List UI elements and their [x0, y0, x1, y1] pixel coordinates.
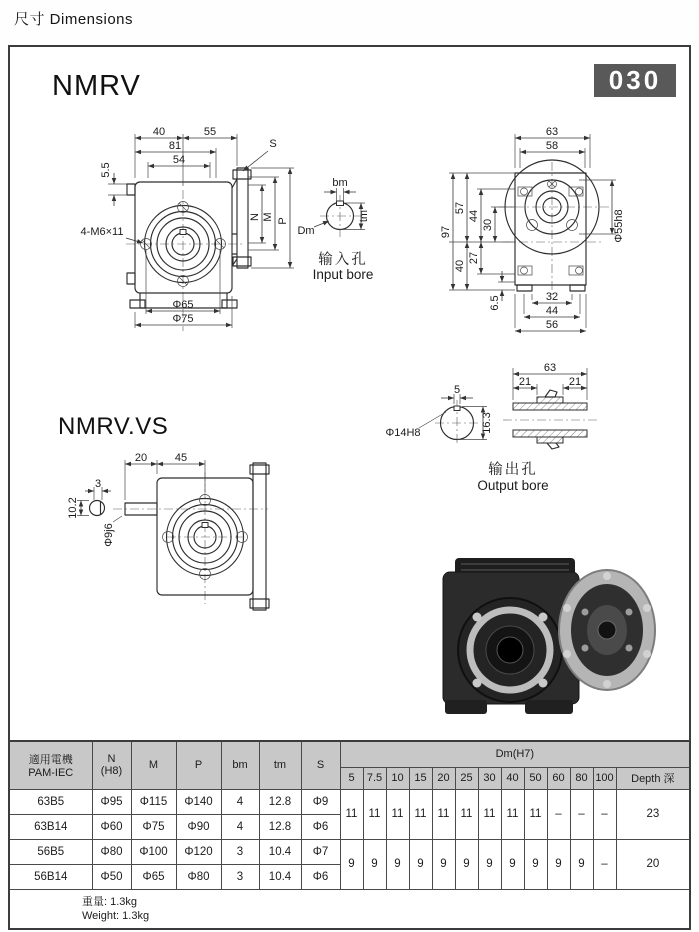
drawing-output-bore-detail [385, 360, 650, 510]
cell-m: Φ75 [131, 814, 176, 839]
dim-44: 44 [468, 209, 480, 223]
cell-dm: 11 [409, 789, 432, 839]
dim-63: 63 [545, 126, 559, 138]
dim-5: 5 [453, 384, 461, 396]
dimension-labels [385, 362, 581, 493]
cell-dm: – [570, 789, 593, 839]
dim-phi75: Φ75 [172, 313, 194, 325]
dim-40: 40 [152, 126, 166, 138]
output-face [458, 598, 562, 702]
dimension-lines [453, 138, 612, 331]
cell-tm: 12.8 [259, 814, 301, 839]
dim-n: N [249, 213, 261, 221]
table-row-63b5 [9, 789, 690, 814]
cell-p: Φ80 [176, 864, 221, 889]
input-flange [559, 570, 655, 690]
drawing-nmrv-front-view [30, 126, 300, 356]
extension-lines [108, 134, 294, 328]
dim-10p2: 10.2 [67, 497, 79, 519]
cell-dm: 11 [478, 789, 501, 839]
gearbox-photo [425, 512, 660, 722]
header-n-line1: N [107, 753, 116, 766]
cell-dm: 11 [501, 789, 524, 839]
table-row-56b5 [9, 839, 690, 864]
cell-dm: – [593, 789, 616, 839]
dim-3: 3 [94, 478, 102, 490]
cell-bm: 4 [221, 789, 259, 814]
cell-depth: 23 [616, 789, 690, 839]
header-bm: bm [221, 741, 259, 789]
cell-dm: 9 [409, 839, 432, 889]
cell-p: Φ140 [176, 789, 221, 814]
dimension-labels [81, 126, 289, 325]
cell-bm: 4 [221, 814, 259, 839]
cell-dm: 9 [455, 839, 478, 889]
cell-n: Φ50 [92, 864, 131, 889]
dim-21-right: 21 [568, 376, 582, 388]
header-pam-zh: 適用電機 [28, 754, 73, 767]
dimension-labels [440, 126, 625, 331]
header-dm-7p5: 7.5 [363, 767, 386, 789]
drawing-nmrv-rear-view [440, 126, 695, 354]
extension-lines [77, 460, 205, 522]
header-pam-en: PAM-IEC [28, 767, 74, 780]
dim-58: 58 [545, 140, 559, 152]
dimension-lines [314, 192, 361, 230]
cell-tm: 10.4 [259, 864, 301, 889]
cell-n: Φ80 [92, 839, 131, 864]
header-dm-80: 80 [570, 767, 593, 789]
header-n-line2: (H8) [100, 765, 123, 778]
table-footer-row [9, 889, 690, 929]
dim-97: 97 [440, 225, 452, 239]
dim-bolts: 4-M6×11 [80, 226, 124, 238]
cell-dm: 9 [340, 839, 363, 889]
cell-m: Φ100 [131, 839, 176, 864]
header-tm: tm [259, 741, 301, 789]
cell-model: 63B5 [9, 789, 92, 814]
dim-m: M [262, 212, 274, 222]
header-dm-100: 100 [593, 767, 616, 789]
dim-32: 32 [545, 291, 559, 303]
cell-p: Φ120 [176, 839, 221, 864]
dim-bm: bm [332, 177, 348, 189]
dim-81: 81 [168, 140, 182, 152]
header-s: S [301, 741, 340, 789]
caption-zh: 输出孔 [488, 462, 538, 478]
cell-dm: 9 [432, 839, 455, 889]
dim-54: 54 [172, 154, 186, 166]
dim-20: 20 [134, 452, 148, 464]
dim-56: 56 [545, 319, 559, 331]
dim-40: 40 [454, 259, 466, 273]
centerlines [113, 472, 268, 604]
dim-tm: tm [358, 209, 370, 223]
dim-27: 27 [468, 251, 480, 265]
header-pam-iec [9, 741, 92, 789]
page-title: 尺寸 Dimensions [14, 11, 134, 28]
flange-screws [518, 180, 583, 276]
cell-model: 56B14 [9, 864, 92, 889]
cell-dm: 11 [524, 789, 547, 839]
weight-note-en: Weight: 1.3kg [82, 909, 150, 922]
gearbox-outline [90, 463, 270, 610]
dim-57: 57 [454, 201, 466, 215]
header-dm-60: 60 [547, 767, 570, 789]
size-badge: 030 [594, 64, 676, 97]
dim-phi65: Φ65 [172, 299, 194, 311]
header-dm-20: 20 [432, 767, 455, 789]
dim-p: P [277, 217, 289, 225]
header-dm-5: 5 [340, 767, 363, 789]
cell-s: Φ6 [301, 814, 340, 839]
cell-dm: 11 [432, 789, 455, 839]
dim-16p3: 16.3 [481, 412, 493, 434]
cell-dm: – [593, 839, 616, 889]
header-m: M [131, 741, 176, 789]
header-dm-group: Dm(H7) [340, 741, 690, 767]
cell-p: Φ90 [176, 814, 221, 839]
dim-6p5: 6.5 [489, 295, 501, 311]
dim-45: 45 [174, 452, 188, 464]
caption-en: Input bore [312, 267, 374, 282]
cell-dm: 11 [340, 789, 363, 839]
cell-s: Φ9 [301, 789, 340, 814]
cell-depth: 20 [616, 839, 690, 889]
header-dm-40: 40 [501, 767, 524, 789]
cell-dm: 9 [386, 839, 409, 889]
drawing-nmrv-vs-view [55, 440, 335, 630]
cell-dm: 9 [524, 839, 547, 889]
cell-m: Φ115 [131, 789, 176, 814]
shaft-section [513, 390, 587, 449]
cell-tm: 12.8 [259, 789, 301, 814]
cell-dm: 11 [363, 789, 386, 839]
cell-model: 63B14 [9, 814, 92, 839]
cell-dm: 9 [478, 839, 501, 889]
cell-s: Φ7 [301, 839, 340, 864]
dimensions-table [8, 740, 691, 930]
model-vs-heading: NMRV.VS [58, 413, 169, 440]
header-dm-30: 30 [478, 767, 501, 789]
dim-44b: 44 [545, 305, 559, 317]
cell-dm: 9 [363, 839, 386, 889]
cell-bm: 3 [221, 864, 259, 889]
cell-dm: 9 [547, 839, 570, 889]
weight-note-zh: 重量: 1.3kg [82, 895, 138, 908]
cell-dm: – [547, 789, 570, 839]
dim-phi9j6: Φ9j6 [103, 523, 115, 547]
header-dm-50: 50 [524, 767, 547, 789]
cell-dm: 11 [455, 789, 478, 839]
weight-note [9, 889, 690, 929]
dim-55: 55 [203, 126, 217, 138]
header-p: P [176, 741, 221, 789]
dim-phi55h8: Φ55h8 [613, 209, 625, 243]
cell-model: 56B5 [9, 839, 92, 864]
header-depth: Depth 深 [616, 767, 690, 789]
dim-5p5: 5.5 [100, 162, 112, 178]
dim-30: 30 [482, 218, 494, 232]
cell-n: Φ95 [92, 789, 131, 814]
model-heading: NMRV [52, 70, 141, 102]
dimension-labels [67, 452, 187, 547]
dim-dm: Dm [297, 225, 315, 237]
dim-s: S [269, 138, 277, 150]
dim-21-left: 21 [518, 376, 532, 388]
caption-en: Output bore [477, 478, 549, 493]
cell-n: Φ60 [92, 814, 131, 839]
cell-dm: 9 [501, 839, 524, 889]
extension-lines [449, 134, 616, 328]
cell-dm: 9 [570, 839, 593, 889]
cell-s: Φ6 [301, 864, 340, 889]
dim-63: 63 [543, 362, 557, 374]
cell-m: Φ65 [131, 864, 176, 889]
caption-zh: 输入孔 [318, 252, 368, 268]
cell-bm: 3 [221, 839, 259, 864]
drawing-input-bore-detail [295, 175, 410, 290]
cell-dm: 11 [386, 789, 409, 839]
header-dm-15: 15 [409, 767, 432, 789]
header-dm-25: 25 [455, 767, 478, 789]
header-n [92, 741, 131, 789]
gearbox-outline [127, 168, 251, 308]
dim-phi14h8: Φ14H8 [385, 427, 421, 439]
cell-tm: 10.4 [259, 839, 301, 864]
header-dm-10: 10 [386, 767, 409, 789]
